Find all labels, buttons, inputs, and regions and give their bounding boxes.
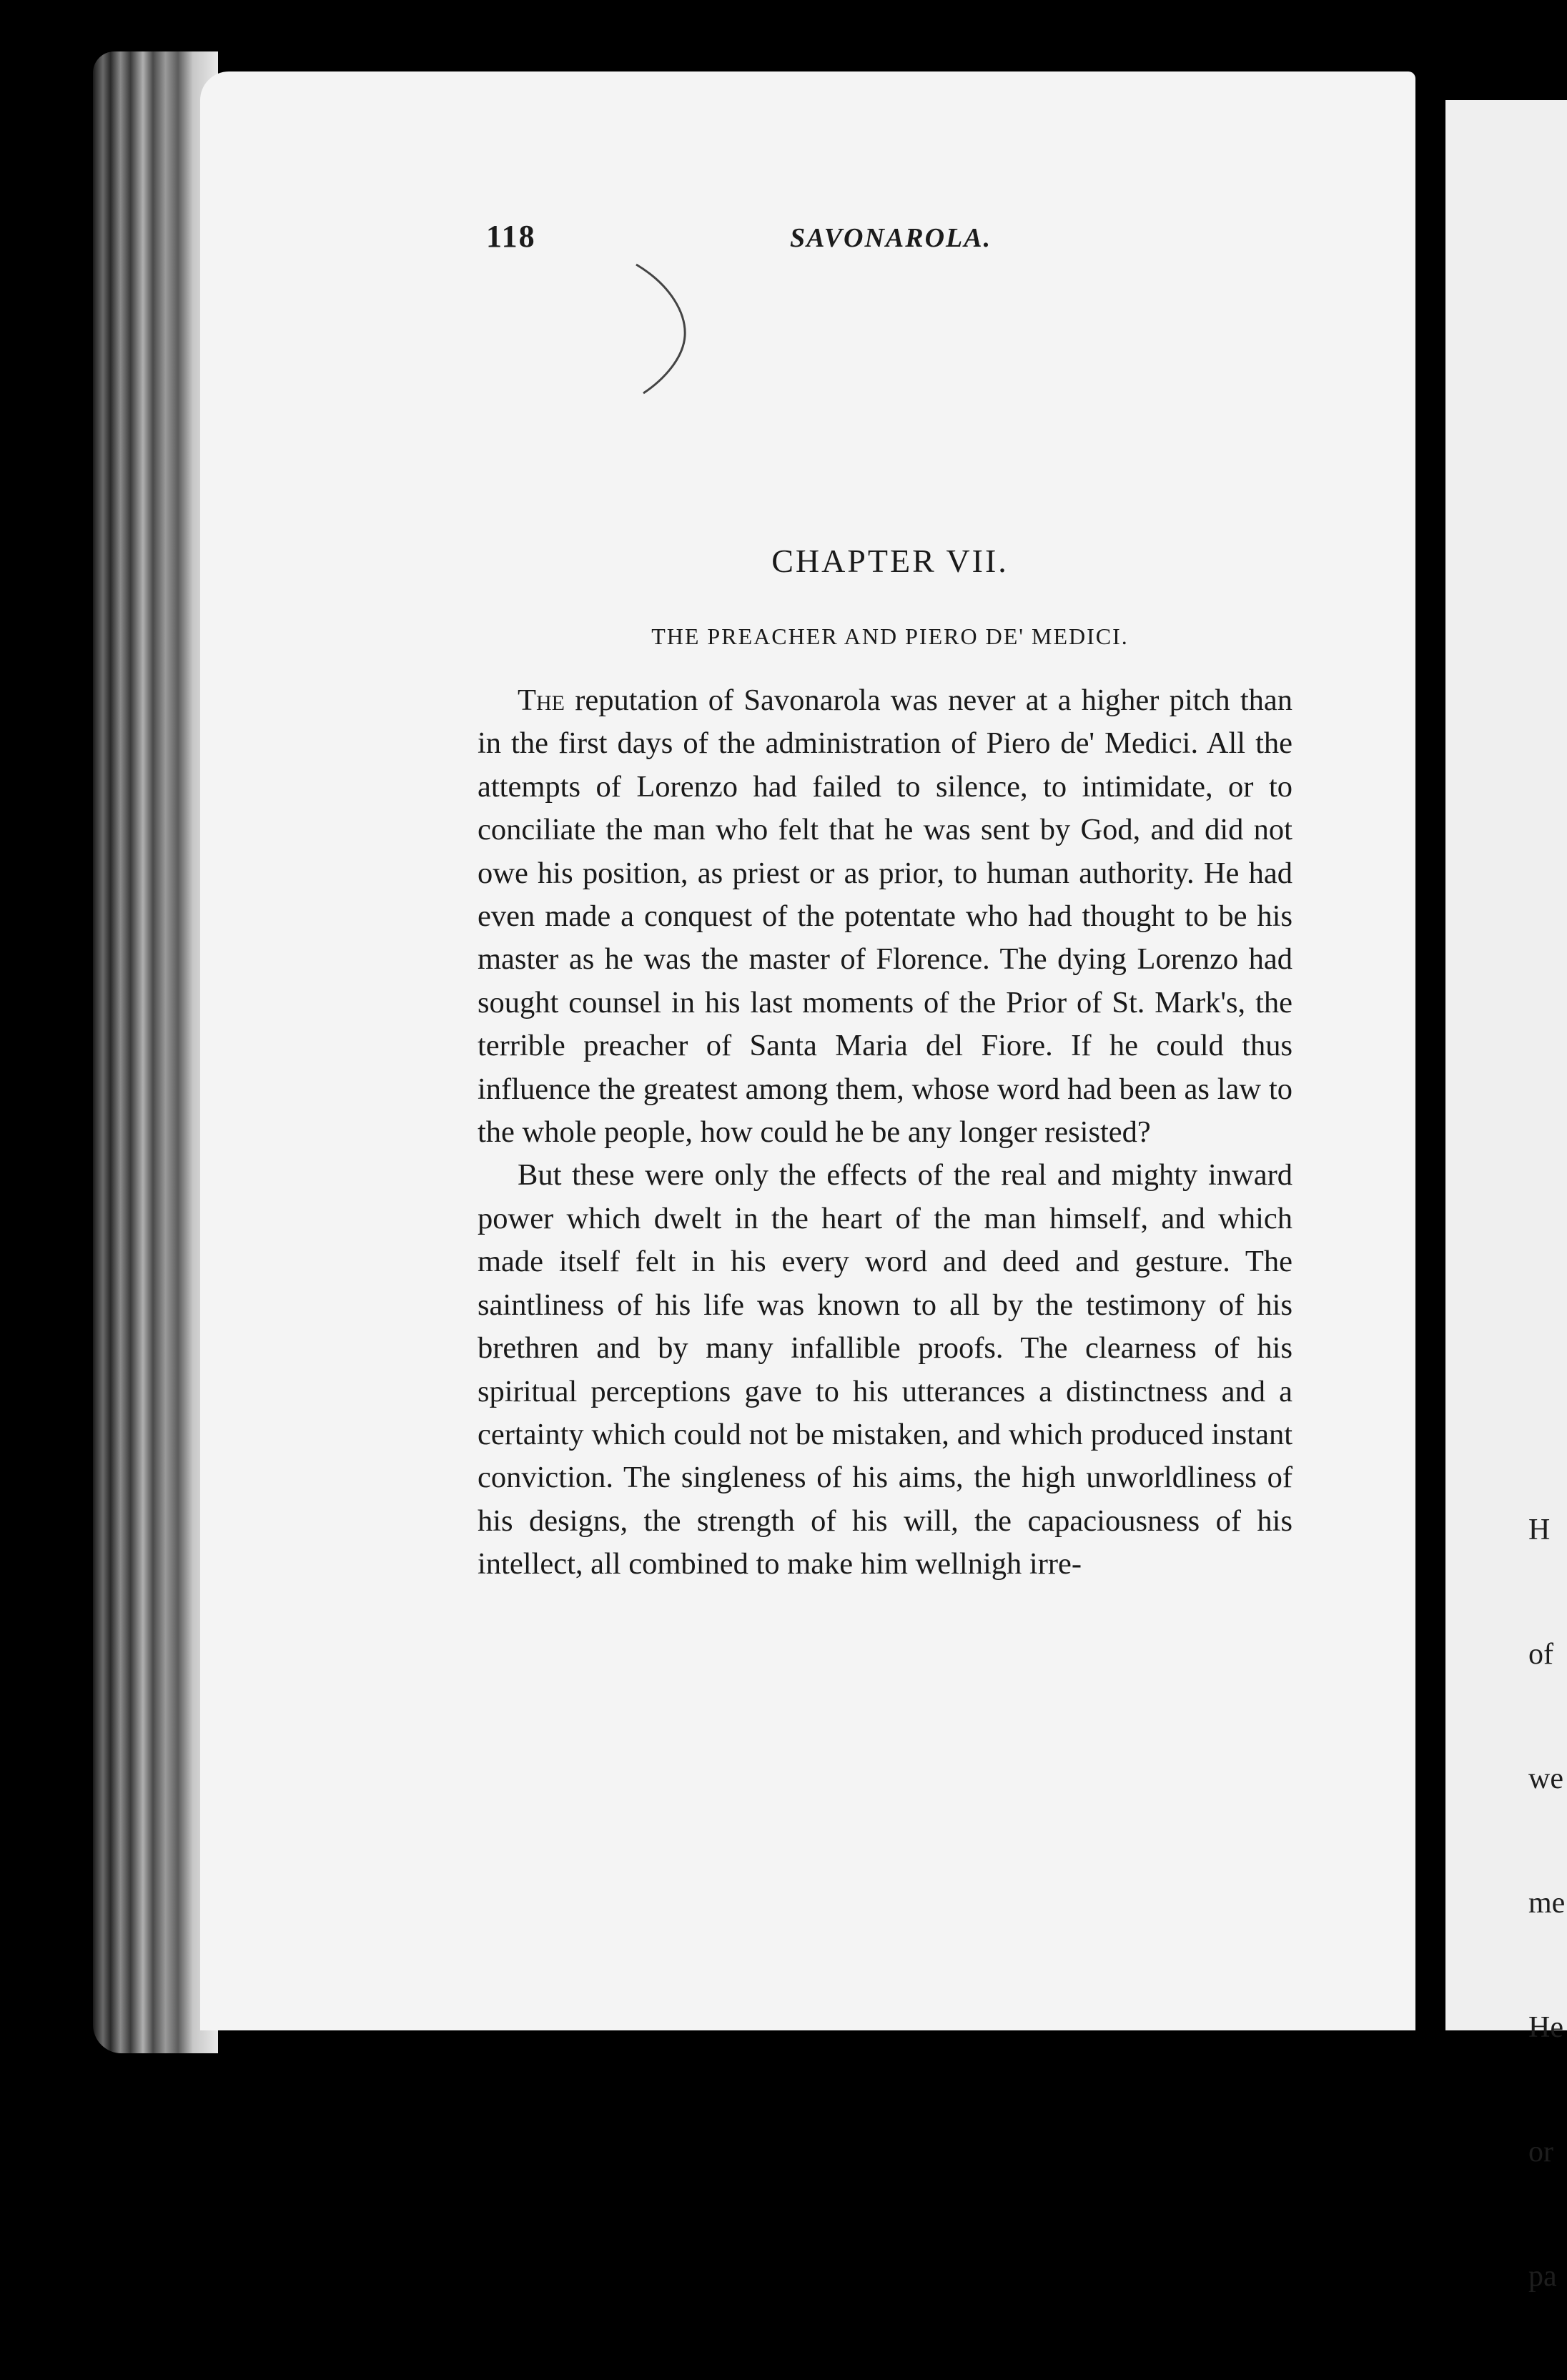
running-head: [486, 218, 1294, 261]
facing-fragment: He: [1528, 2011, 1563, 2044]
chapter-title: CHAPTER VII.: [771, 543, 1009, 579]
facing-fragment: or: [1528, 2135, 1553, 2168]
facing-fragment: of: [1528, 1638, 1553, 1671]
facing-fragment: H: [1528, 1514, 1551, 1546]
facing-fragment: pa: [1528, 2260, 1557, 2293]
chapter-subtitle: THE PREACHER AND PIERO DE' MEDICI.: [651, 623, 1129, 649]
book-page-edges: [93, 51, 218, 2053]
body-text: [478, 679, 1292, 1586]
paragraph-text: But these were only the effects of the real and mighty inward power which dwelt in the heart of the man himself, and which made itself felt in his every word and deed and gesture. The saintliness of his life was known to all by the testimony of his brethren and by many infallible proofs. The clearness of his spiritual perceptions gave to his utterances a distinctness and a certainty which could not be mistaken, and which produced instant conviction. The singleness of his aims, the high unworldliness of his designs, the strength of his will, the capaciousness of his intellect, all combined to make him wellnigh irre-: [478, 1158, 1292, 1581]
facing-page-fragments: [1528, 1426, 1567, 2380]
paragraph: [478, 1154, 1292, 1586]
paragraph-text: reputation of Savonarola was never at a higher pitch than in the first days of the administration of Piero de' Medici. All the attempts of Lorenzo had failed to silence, to intimidate, or to conciliate the man who felt that he was sent by God, and did not owe his position, as priest or as prior, to human authority. He had even made a conquest of the potentate who had thought to be his master as he was the master of Florence. The dying Lorenzo had sought counsel in his last moments of the Prior of St. Mark's, the terrible preacher of Santa Maria del Fiore. If he could thus influence the greatest among them, whose word had been as law to the whole people, how could he be any longer resisted?: [478, 683, 1292, 1150]
page-number: 118: [486, 219, 536, 254]
running-title: SAVONAROLA.: [790, 223, 992, 253]
facing-fragment: me: [1528, 1887, 1566, 1920]
paragraph: [478, 679, 1292, 1154]
pencil-bracket-mark: [629, 257, 708, 400]
facing-fragment: we: [1528, 1762, 1563, 1795]
paragraph-lead: The: [518, 683, 565, 717]
